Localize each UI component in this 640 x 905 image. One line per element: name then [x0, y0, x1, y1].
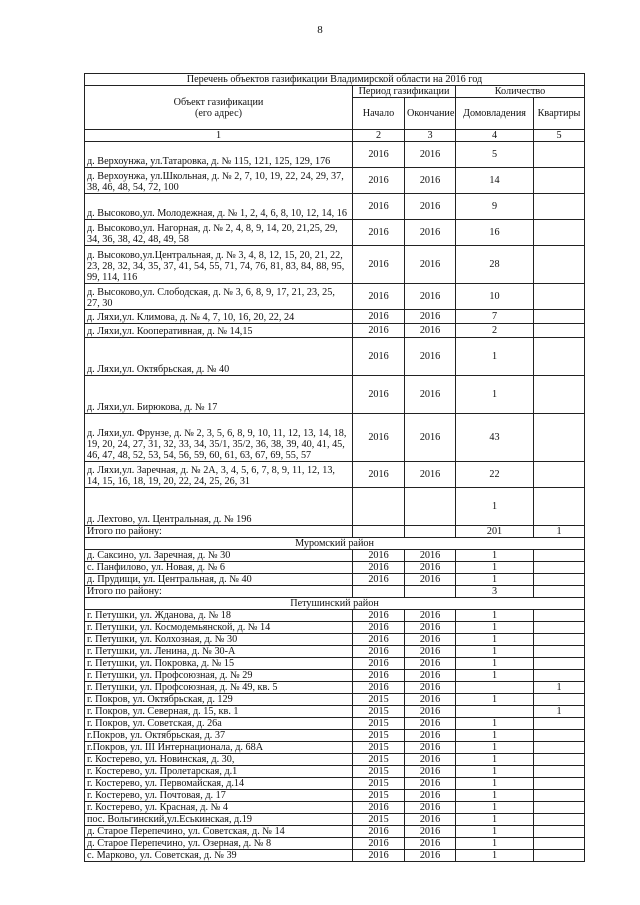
apartments-cell — [534, 488, 585, 526]
end-cell: 2016 — [405, 766, 456, 778]
address-cell: г. Костерево, ул. Первомайская, д.14 — [85, 778, 353, 790]
apartments-cell — [534, 376, 585, 414]
district-name: Петушинский район — [85, 598, 585, 610]
address-cell: д. Прудищи, ул. Центральная, д. № 40 — [85, 574, 353, 586]
end-cell: 2016 — [405, 168, 456, 194]
table-row — [85, 754, 585, 766]
table-row — [85, 310, 585, 324]
end-cell: 2016 — [405, 730, 456, 742]
end-cell: 2016 — [405, 550, 456, 562]
apartments-cell — [534, 814, 585, 826]
start-cell: 2016 — [353, 682, 405, 694]
address-cell: д. Саксино, ул. Заречная, д. № 30 — [85, 550, 353, 562]
start-cell: 2016 — [353, 826, 405, 838]
address-cell: с. Панфилово, ул. Новая, д. № 6 — [85, 562, 353, 574]
households-cell: 1 — [456, 814, 534, 826]
table-row — [85, 462, 585, 488]
column-index-row — [85, 130, 585, 142]
table-row — [85, 550, 585, 562]
address-cell: г. Костерево, ул. Почтовая, д. 17 — [85, 790, 353, 802]
end-cell — [405, 488, 456, 526]
apartments-cell — [534, 778, 585, 790]
address-cell: д. Ляхи,ул. Климова, д. № 4, 7, 10, 16, 20, 22, 24 — [85, 310, 353, 324]
households-cell: 1 — [456, 850, 534, 862]
start-cell: 2016 — [353, 670, 405, 682]
end-cell: 2016 — [405, 376, 456, 414]
apartments-cell — [534, 610, 585, 622]
households-cell: 1 — [456, 646, 534, 658]
start-cell — [353, 488, 405, 526]
households-cell: 22 — [456, 462, 534, 488]
end-cell: 2016 — [405, 658, 456, 670]
end-cell: 2016 — [405, 142, 456, 168]
header-apartments: Квартиры — [534, 98, 585, 130]
start-cell: 2016 — [353, 462, 405, 488]
households-cell: 5 — [456, 142, 534, 168]
address-cell: г. Костерево, ул. Красная, д. № 4 — [85, 802, 353, 814]
table-row — [85, 682, 585, 694]
apartments-cell — [534, 730, 585, 742]
households-cell: 14 — [456, 168, 534, 194]
col-index: 1 — [85, 130, 353, 142]
address-cell: д. Ляхи,ул. Заречная, д. № 2А, 3, 4, 5, 6, 7, 8, 9, 11, 12, 13, 14, 15, 16, 18, 19, 20, 22, 24, 25, 26, 31 — [85, 462, 353, 488]
start-cell: 2015 — [353, 754, 405, 766]
address-cell: д. Высоково,ул. Молодежная, д. № 1, 2, 4, 6, 8, 10, 12, 14, 16 — [85, 194, 353, 220]
households-cell: 1 — [456, 802, 534, 814]
table-row — [85, 778, 585, 790]
header-end: Окончание — [405, 98, 456, 130]
address-cell: д. Старое Перепечино, ул. Озерная, д. № 8 — [85, 838, 353, 850]
start-cell: 2016 — [353, 414, 405, 462]
apartments-cell — [534, 310, 585, 324]
table-row — [85, 246, 585, 284]
start-cell: 2015 — [353, 790, 405, 802]
start-cell: 2016 — [353, 574, 405, 586]
households-cell: 1 — [456, 338, 534, 376]
end-cell: 2016 — [405, 682, 456, 694]
start-cell: 2016 — [353, 562, 405, 574]
start-cell: 2015 — [353, 742, 405, 754]
address-cell: г.Покров, ул. III Интернационала, д. 68А — [85, 742, 353, 754]
apartments-cell — [534, 462, 585, 488]
table-row — [85, 646, 585, 658]
header-households: Домовладения — [456, 98, 534, 130]
start-cell: 2016 — [353, 634, 405, 646]
address-cell: д. Ляхи,ул. Фрунзе, д. № 2, 3, 5, 6, 8, 9, 10, 11, 12, 13, 14, 18, 19, 20, 24, 27, 31, 32, 33, 34, 35/1, 35/2, 36, 38, 39, 40, 41, 45, 46, 47, 48, 52, 53, 54, 56, 59, 60, 61, 63, 67, 69, 55, 57 — [85, 414, 353, 462]
end-cell: 2016 — [405, 826, 456, 838]
end-cell: 2016 — [405, 778, 456, 790]
table-row — [85, 634, 585, 646]
apartments-cell — [534, 562, 585, 574]
end-cell: 2016 — [405, 646, 456, 658]
total-households: 201 — [456, 526, 534, 538]
apartments-cell — [534, 754, 585, 766]
address-cell: г. Костерево, ул. Новинская, д. 30, — [85, 754, 353, 766]
address-cell: д. Высоково,ул.Центральная, д. № 3, 4, 8, 12, 15, 20, 21, 22, 23, 28, 32, 34, 35, 37, 41, 54, 55, 71, 74, 76, 81, 83, 84, 88, 95, 99, 114, 116 — [85, 246, 353, 284]
apartments-cell — [534, 790, 585, 802]
end-cell: 2016 — [405, 790, 456, 802]
end-cell: 2016 — [405, 670, 456, 682]
address-cell: г. Петушки, ул. Жданова, д. № 18 — [85, 610, 353, 622]
start-cell: 2016 — [353, 310, 405, 324]
start-cell: 2015 — [353, 730, 405, 742]
start-cell: 2016 — [353, 838, 405, 850]
end-cell: 2016 — [405, 246, 456, 284]
table-row — [85, 324, 585, 338]
table-row — [85, 168, 585, 194]
gasification-table — [84, 73, 585, 862]
households-cell: 28 — [456, 246, 534, 284]
total-apartments — [534, 586, 585, 598]
end-cell: 2016 — [405, 574, 456, 586]
col-index: 2 — [353, 130, 405, 142]
apartments-cell — [534, 850, 585, 862]
end-cell: 2016 — [405, 338, 456, 376]
households-cell: 1 — [456, 694, 534, 706]
apartments-cell — [534, 694, 585, 706]
households-cell: 7 — [456, 310, 534, 324]
apartments-cell — [534, 324, 585, 338]
start-cell: 2016 — [353, 646, 405, 658]
district-name: Муромский район — [85, 538, 585, 550]
district-row — [85, 598, 585, 610]
apartments-cell — [534, 670, 585, 682]
households-cell: 1 — [456, 718, 534, 730]
start-cell: 2016 — [353, 194, 405, 220]
total-households: 3 — [456, 586, 534, 598]
header-object-label: Объект газификации — [173, 96, 264, 108]
table-row — [85, 742, 585, 754]
district-row — [85, 538, 585, 550]
households-cell: 1 — [456, 778, 534, 790]
table-row — [85, 670, 585, 682]
address-cell: г. Петушки, ул. Колхозная, д. № 30 — [85, 634, 353, 646]
apartments-cell — [534, 220, 585, 246]
table-row — [85, 826, 585, 838]
households-cell: 1 — [456, 622, 534, 634]
households-cell: 1 — [456, 610, 534, 622]
households-cell: 1 — [456, 838, 534, 850]
apartments-cell — [534, 646, 585, 658]
table-title: Перечень объектов газификации Владимирской области на 2016 год — [85, 74, 585, 86]
start-cell: 2016 — [353, 246, 405, 284]
households-cell: 1 — [456, 376, 534, 414]
end-cell: 2016 — [405, 802, 456, 814]
address-cell: г. Петушки, ул. Космодемьянской, д. № 14 — [85, 622, 353, 634]
table-row — [85, 220, 585, 246]
header-object-sub: (его адрес) — [195, 107, 242, 119]
col-index: 4 — [456, 130, 534, 142]
address-cell: г. Петушки, ул. Ленина, д. № 30-А — [85, 646, 353, 658]
table-row — [85, 838, 585, 850]
table-row — [85, 610, 585, 622]
apartments-cell — [534, 802, 585, 814]
apartments-cell — [534, 284, 585, 310]
households-cell — [456, 706, 534, 718]
table-row — [85, 338, 585, 376]
start-cell: 2015 — [353, 766, 405, 778]
table-row — [85, 802, 585, 814]
apartments-cell — [534, 742, 585, 754]
address-cell: д. Ляхи,ул. Бирюкова, д. № 17 — [85, 376, 353, 414]
header-row — [85, 86, 585, 98]
end-cell: 2016 — [405, 310, 456, 324]
households-cell: 9 — [456, 194, 534, 220]
total-row — [85, 586, 585, 598]
address-cell: г. Петушки, ул. Профсоюзная, д. № 29 — [85, 670, 353, 682]
end-cell: 2016 — [405, 754, 456, 766]
address-cell: пос. Вольгинский,ул.Еськинская, д.19 — [85, 814, 353, 826]
address-cell: г. Костерево, ул. Пролетарская, д.1 — [85, 766, 353, 778]
households-cell: 1 — [456, 488, 534, 526]
table-title-row — [85, 74, 585, 86]
end-cell: 2016 — [405, 634, 456, 646]
households-cell: 1 — [456, 742, 534, 754]
address-cell: г. Петушки, ул. Покровка, д. № 15 — [85, 658, 353, 670]
table-row — [85, 814, 585, 826]
start-cell: 2015 — [353, 718, 405, 730]
total-row — [85, 526, 585, 538]
header-object — [85, 86, 353, 130]
start-cell: 2016 — [353, 284, 405, 310]
apartments-cell: 1 — [534, 706, 585, 718]
table-row — [85, 766, 585, 778]
address-cell: с. Марково, ул. Советская, д. № 39 — [85, 850, 353, 862]
households-cell: 1 — [456, 550, 534, 562]
table-row — [85, 142, 585, 168]
end-cell: 2016 — [405, 694, 456, 706]
table-row — [85, 414, 585, 462]
table-row — [85, 622, 585, 634]
end-cell: 2016 — [405, 414, 456, 462]
start-cell: 2016 — [353, 220, 405, 246]
apartments-cell — [534, 766, 585, 778]
page-number: 8 — [317, 24, 323, 36]
apartments-cell — [534, 622, 585, 634]
end-cell: 2016 — [405, 814, 456, 826]
start-cell: 2015 — [353, 694, 405, 706]
apartments-cell — [534, 550, 585, 562]
start-cell: 2016 — [353, 658, 405, 670]
address-cell: г. Петушки, ул. Профсоюзная, д. № 49, кв. 5 — [85, 682, 353, 694]
header-quantity: Количество — [456, 86, 585, 98]
table-row — [85, 850, 585, 862]
address-cell: г. Покров, ул. Октябрьская, д. 129 — [85, 694, 353, 706]
start-cell: 2016 — [353, 802, 405, 814]
apartments-cell — [534, 634, 585, 646]
households-cell: 1 — [456, 574, 534, 586]
total-apartments: 1 — [534, 526, 585, 538]
end-cell: 2016 — [405, 850, 456, 862]
end-cell: 2016 — [405, 562, 456, 574]
address-cell: д. Ляхи,ул. Кооперативная, д. № 14,15 — [85, 324, 353, 338]
table-row — [85, 488, 585, 526]
header-start: Начало — [353, 98, 405, 130]
address-cell: д. Верхоунжа, ул.Татаровка, д. № 115, 121, 125, 129, 176 — [85, 142, 353, 168]
households-cell: 1 — [456, 670, 534, 682]
start-cell: 2015 — [353, 706, 405, 718]
households-cell: 10 — [456, 284, 534, 310]
table-row — [85, 706, 585, 718]
address-cell: д. Верхоунжа, ул.Школьная, д. № 2, 7, 10, 19, 22, 24, 29, 37, 38, 46, 48, 54, 72, 100 — [85, 168, 353, 194]
households-cell: 1 — [456, 562, 534, 574]
address-cell: д. Ляхи,ул. Октябрьская, д. № 40 — [85, 338, 353, 376]
header-period: Период газификации — [353, 86, 456, 98]
address-cell: д. Старое Перепечино, ул. Советская, д. № 14 — [85, 826, 353, 838]
households-cell: 1 — [456, 658, 534, 670]
address-cell: д. Лехтово, ул. Центральная, д. № 196 — [85, 488, 353, 526]
table-row — [85, 658, 585, 670]
total-start — [353, 586, 405, 598]
total-start — [353, 526, 405, 538]
end-cell: 2016 — [405, 610, 456, 622]
apartments-cell — [534, 838, 585, 850]
col-index: 5 — [534, 130, 585, 142]
start-cell: 2016 — [353, 610, 405, 622]
households-cell: 2 — [456, 324, 534, 338]
table-row — [85, 194, 585, 220]
start-cell: 2016 — [353, 622, 405, 634]
end-cell: 2016 — [405, 718, 456, 730]
address-cell: г. Покров, ул. Советская, д. 26а — [85, 718, 353, 730]
households-cell: 1 — [456, 754, 534, 766]
apartments-cell — [534, 194, 585, 220]
apartments-cell — [534, 718, 585, 730]
apartments-cell: 1 — [534, 682, 585, 694]
end-cell: 2016 — [405, 706, 456, 718]
households-cell: 1 — [456, 766, 534, 778]
table-row — [85, 376, 585, 414]
households-cell: 1 — [456, 730, 534, 742]
apartments-cell — [534, 168, 585, 194]
households-cell: 43 — [456, 414, 534, 462]
apartments-cell — [534, 826, 585, 838]
apartments-cell — [534, 246, 585, 284]
table-row — [85, 790, 585, 802]
households-cell: 16 — [456, 220, 534, 246]
table-row — [85, 718, 585, 730]
households-cell: 1 — [456, 790, 534, 802]
total-end — [405, 526, 456, 538]
end-cell: 2016 — [405, 462, 456, 488]
apartments-cell — [534, 142, 585, 168]
address-cell: г. Покров, ул. Северная, д. 15, кв. 1 — [85, 706, 353, 718]
total-label: Итого по району: — [85, 526, 353, 538]
total-label: Итого по району: — [85, 586, 353, 598]
apartments-cell — [534, 338, 585, 376]
end-cell: 2016 — [405, 220, 456, 246]
end-cell: 2016 — [405, 284, 456, 310]
start-cell: 2016 — [353, 168, 405, 194]
apartments-cell — [534, 414, 585, 462]
start-cell: 2016 — [353, 550, 405, 562]
address-cell: г.Покров, ул. Октябрьская, д. 37 — [85, 730, 353, 742]
address-cell: д. Высоково,ул. Нагорная, д. № 2, 4, 8, 9, 14, 20, 21,25, 29, 34, 36, 38, 42, 48, 49, 58 — [85, 220, 353, 246]
start-cell: 2015 — [353, 814, 405, 826]
start-cell: 2015 — [353, 778, 405, 790]
start-cell: 2016 — [353, 376, 405, 414]
table-row — [85, 730, 585, 742]
table-row — [85, 694, 585, 706]
start-cell: 2016 — [353, 324, 405, 338]
apartments-cell — [534, 574, 585, 586]
end-cell: 2016 — [405, 838, 456, 850]
address-cell: д. Высоково,ул. Слободская, д. № 3, 6, 8, 9, 17, 21, 23, 25, 27, 30 — [85, 284, 353, 310]
apartments-cell — [534, 658, 585, 670]
table-row — [85, 284, 585, 310]
households-cell: 1 — [456, 826, 534, 838]
end-cell: 2016 — [405, 622, 456, 634]
start-cell: 2016 — [353, 142, 405, 168]
table-row — [85, 574, 585, 586]
end-cell: 2016 — [405, 194, 456, 220]
end-cell: 2016 — [405, 324, 456, 338]
table-row — [85, 562, 585, 574]
households-cell: 1 — [456, 634, 534, 646]
start-cell: 2016 — [353, 850, 405, 862]
total-end — [405, 586, 456, 598]
households-cell — [456, 682, 534, 694]
end-cell: 2016 — [405, 742, 456, 754]
start-cell: 2016 — [353, 338, 405, 376]
col-index: 3 — [405, 130, 456, 142]
